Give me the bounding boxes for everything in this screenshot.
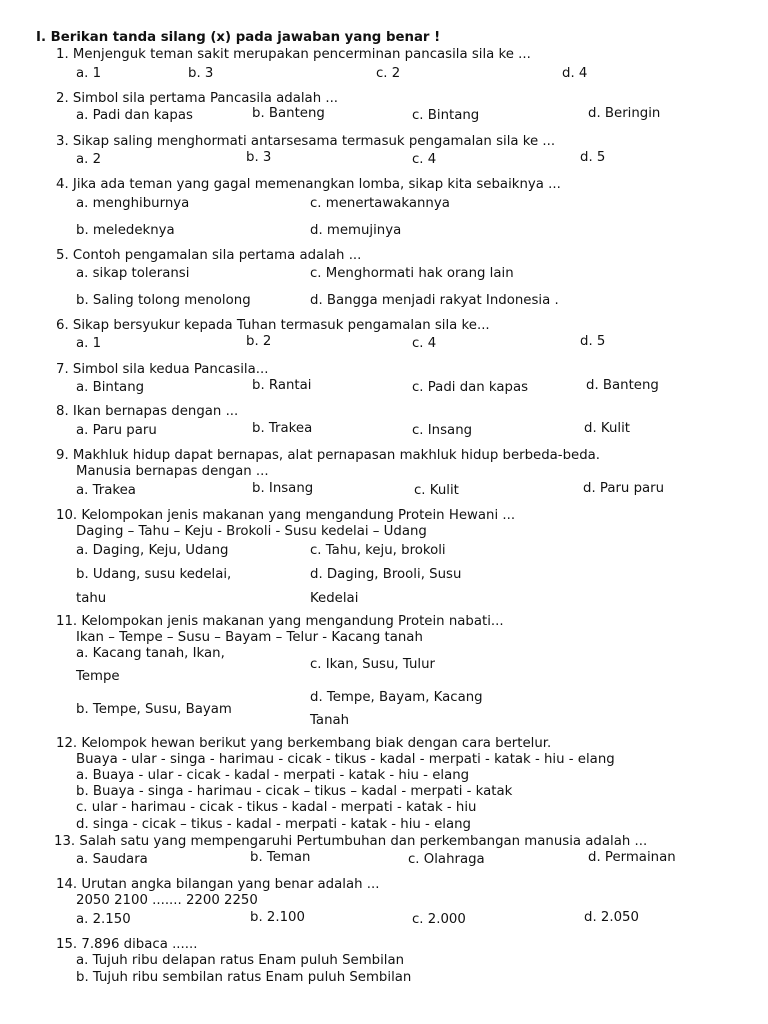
q10-option-c: c. Tahu, keju, brokoli: [310, 543, 446, 558]
q5-option-d: d. Bangga menjadi rakyat Indonesia .: [310, 293, 559, 308]
q4-option-a: a. menghiburnya: [76, 196, 190, 211]
q14-option-c: c. 2.000: [412, 912, 466, 927]
q8-option-b: b. Trakea: [252, 421, 313, 436]
q8-option-a: a. Paru paru: [76, 423, 157, 438]
q3-option-a: a. 2: [76, 152, 102, 167]
q3-option-b: b. 3: [246, 150, 272, 165]
q4-option-c: c. menertawakannya: [310, 196, 450, 211]
q14-option-d: d. 2.050: [584, 910, 639, 925]
q7-option-a: a. Bintang: [76, 380, 145, 395]
q15-option-b: b. Tujuh ribu sembilan ratus Enam puluh Sembilan: [76, 970, 412, 985]
q4-option-b: b. meledeknya: [76, 223, 175, 238]
q6-option-a: a. 1: [76, 336, 102, 351]
question-14: 14. Urutan angka bilangan yang benar adalah ...: [56, 877, 380, 892]
q2-option-d: d. Beringin: [588, 106, 661, 121]
question-9-line-2: Manusia bernapas dengan ...: [76, 464, 269, 479]
question-13: 13. Salah satu yang mempengaruhi Pertumbuhan dan perkembangan manusia adalah ...: [54, 834, 648, 849]
question-6: 6. Sikap bersyukur kepada Tuhan termasuk pengamalan sila ke...: [56, 318, 490, 333]
q12-option-c: c. ular - harimau - cicak - tikus - kadal - merpati - katak - hiu: [76, 800, 477, 815]
q9-option-d: d. Paru paru: [583, 481, 665, 496]
q11-option-b: b. Tempe, Susu, Bayam: [76, 702, 232, 717]
q12-option-d: d. singa - cicak – tikus - kadal - merpati - katak - hiu - elang: [76, 817, 471, 832]
q5-option-c: c. Menghormati hak orang lain: [310, 266, 514, 281]
q12-option-a: a. Buaya - ular - cicak - kadal - merpati - katak - hiu - elang: [76, 768, 470, 783]
question-15: 15. 7.896 dibaca ......: [56, 937, 198, 952]
q11-option-d-cont: Tanah: [310, 713, 350, 728]
q10-option-b-cont: tahu: [76, 591, 107, 606]
q11-option-a-cont: Tempe: [76, 669, 120, 684]
q8-option-d: d. Kulit: [584, 421, 630, 436]
q11-option-a: a. Kacang tanah, Ikan,: [76, 646, 225, 661]
question-10: 10. Kelompokan jenis makanan yang mengandung Protein Hewani ...: [56, 508, 516, 523]
q11-option-c: c. Ikan, Susu, Tulur: [310, 657, 435, 672]
q3-option-c: c. 4: [412, 152, 437, 167]
question-1: 1. Menjenguk teman sakit merupakan pencerminan pancasila sila ke ...: [56, 47, 531, 62]
question-11: 11. Kelompokan jenis makanan yang mengandung Protein nabati...: [56, 614, 504, 629]
question-5: 5. Contoh pengamalan sila pertama adalah ...: [56, 248, 362, 263]
q15-option-a: a. Tujuh ribu delapan ratus Enam puluh Sembilan: [76, 953, 405, 968]
q1-option-a: a. 1: [76, 66, 102, 81]
q9-option-c: c. Kulit: [414, 483, 459, 498]
q7-option-d: d. Banteng: [586, 378, 659, 393]
q10-option-d-cont: Kedelai: [310, 591, 359, 606]
instruction-heading: I. Berikan tanda silang (x) pada jawaban yang benar !: [36, 30, 441, 45]
q1-option-b: b. 3: [188, 66, 214, 81]
q6-option-c: c. 4: [412, 336, 437, 351]
question-12: 12. Kelompok hewan berikut yang berkembang biak dengan cara bertelur.: [56, 736, 552, 751]
q3-option-d: d. 5: [580, 150, 606, 165]
question-14-sequence: 2050 2100 ....... 2200 2250: [76, 893, 258, 908]
q7-option-b: b. Rantai: [252, 378, 312, 393]
q12-option-b: b. Buaya - singa - harimau - cicak – tikus – kadal - merpati - katak: [76, 784, 513, 799]
q2-option-c: c. Bintang: [412, 108, 480, 123]
question-8: 8. Ikan bernapas dengan ...: [56, 404, 239, 419]
q9-option-a: a. Trakea: [76, 483, 136, 498]
q13-option-c: c. Olahraga: [408, 852, 485, 867]
q10-option-d: d. Daging, Brooli, Susu: [310, 567, 462, 582]
question-3: 3. Sikap saling menghormati antarsesama termasuk pengamalan sila ke ...: [56, 134, 556, 149]
question-12-line-2: Buaya - ular - singa - harimau - cicak - tikus - kadal - merpati - katak - hiu - elang: [76, 752, 615, 767]
q13-option-d: d. Permainan: [588, 850, 676, 865]
q13-option-b: b. Teman: [250, 850, 311, 865]
q8-option-c: c. Insang: [412, 423, 473, 438]
q10-option-a: a. Daging, Keju, Udang: [76, 543, 229, 558]
question-4: 4. Jika ada teman yang gagal memenangkan lomba, sikap kita sebaiknya ...: [56, 177, 561, 192]
q2-option-b: b. Banteng: [252, 106, 325, 121]
q1-option-c: c. 2: [376, 66, 401, 81]
question-2: 2. Simbol sila pertama Pancasila adalah ...: [56, 91, 339, 106]
q5-option-a: a. sikap toleransi: [76, 266, 190, 281]
q4-option-d: d. memujinya: [310, 223, 402, 238]
q14-option-a: a. 2.150: [76, 912, 131, 927]
q10-option-b: b. Udang, susu kedelai,: [76, 567, 232, 582]
q6-option-d: d. 5: [580, 334, 606, 349]
question-10-line-2: Daging – Tahu – Keju - Brokoli - Susu kedelai – Udang: [76, 524, 427, 539]
question-7: 7. Simbol sila kedua Pancasila...: [56, 362, 269, 377]
q13-option-a: a. Saudara: [76, 852, 148, 867]
question-11-line-2: Ikan – Tempe – Susu – Bayam – Telur - Kacang tanah: [76, 630, 423, 645]
q11-option-d: d. Tempe, Bayam, Kacang: [310, 690, 483, 705]
q5-option-b: b. Saling tolong menolong: [76, 293, 251, 308]
q6-option-b: b. 2: [246, 334, 272, 349]
q2-option-a: a. Padi dan kapas: [76, 108, 193, 123]
q14-option-b: b. 2.100: [250, 910, 305, 925]
q1-option-d: d. 4: [562, 66, 588, 81]
question-9: 9. Makhluk hidup dapat bernapas, alat pernapasan makhluk hidup berbeda-beda.: [56, 448, 601, 463]
q7-option-c: c. Padi dan kapas: [412, 380, 529, 395]
q9-option-b: b. Insang: [252, 481, 314, 496]
